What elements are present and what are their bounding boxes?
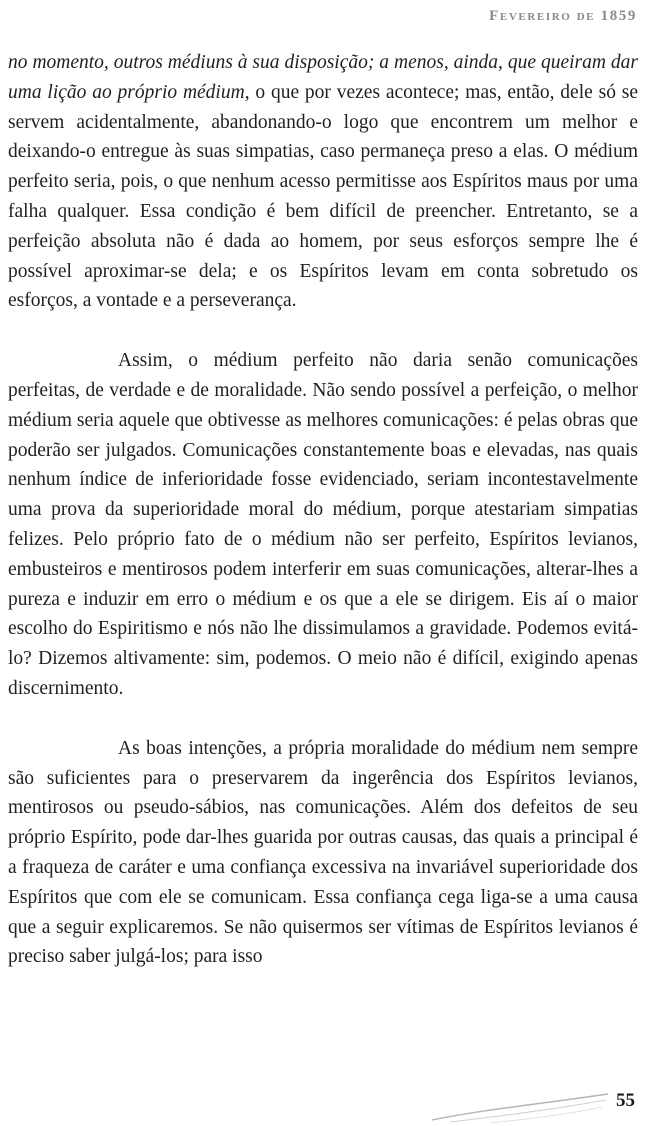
page-number: 55: [616, 1090, 635, 1111]
decorative-flourish-icon: [430, 1090, 610, 1124]
running-head: Fevereiro de 1859: [489, 8, 637, 24]
paragraph-3: As boas intenções, a própria moralidade do médium nem sempre são suficientes para o preservarem da ingerência dos Espíritos levianos, mentirosos ou pseudo-sábios, nas comunicações. Além dos defeitos de seu próprio Espírito, pode dar-lhes guarida por outras causas, das quais a principal é a fraqueza de caráter e uma confiança excessiva na invariável superioridade dos Espíritos que com ele se comunicam. Essa confiança cega liga-se a uma causa que a seguir explicaremos. Se não quisermos ser vítimas de Espíritos levianos é preciso saber julgá-los; para isso: [8, 737, 638, 968]
italic-lead: no momento, outros médiuns à sua disposição; a menos, ainda, que queiram dar uma lição ao próprio médium: [8, 52, 638, 103]
page-body: [8, 48, 638, 972]
paragraph-1: [8, 48, 638, 316]
paragraph-1-text: , o que por vezes acontece; mas, então, dele só se servem acidentalmente, abandonando-o logo que encontrem um melhor e deixando-o entregue às suas simpatias, caso permaneça preso a elas. O médium perfeito seria, pois, o que nenhum acesso permitisse aos Espíritos maus por uma falha qualquer. Essa condição é bem difícil de preencher. Entretanto, se a perfeição absoluta não é dada ao homem, por seus esforços sempre lhe é possível aproximar-se dela; e os Espíritos levam em conta sobretudo os esforços, a vontade e a perseverança.: [8, 81, 639, 312]
paragraph-2: Assim, o médium perfeito não daria senão comunicações perfeitas, de verdade e de moralidade. Não sendo possível a perfeição, o melhor médium seria aquele que obtivesse as melhores comunicações: é pelas obras que poderão ser julgados. Comunicações constantemente boas e elevadas, nas quais nenhum índice de inferioridade fosse evidenciado, seriam incontestavelmente uma prova da superioridade moral do médium, porque atestariam simpatias felizes. Pelo próprio fato de o médium não ser perfeito, Espíritos levianos, embusteiros e mentirosos podem interferir em suas comunicações, alterar-lhes a pureza e induzir em erro o médium e os que a ele se dirigem. Eis aí o maior escolho do Espiritismo e nós não lhe dissimulamos a gravidade. Podemos evitá-lo? Dizemos altivamente: sim, podemos. O meio não é difícil, exigindo apenas discernimento.: [8, 350, 638, 699]
